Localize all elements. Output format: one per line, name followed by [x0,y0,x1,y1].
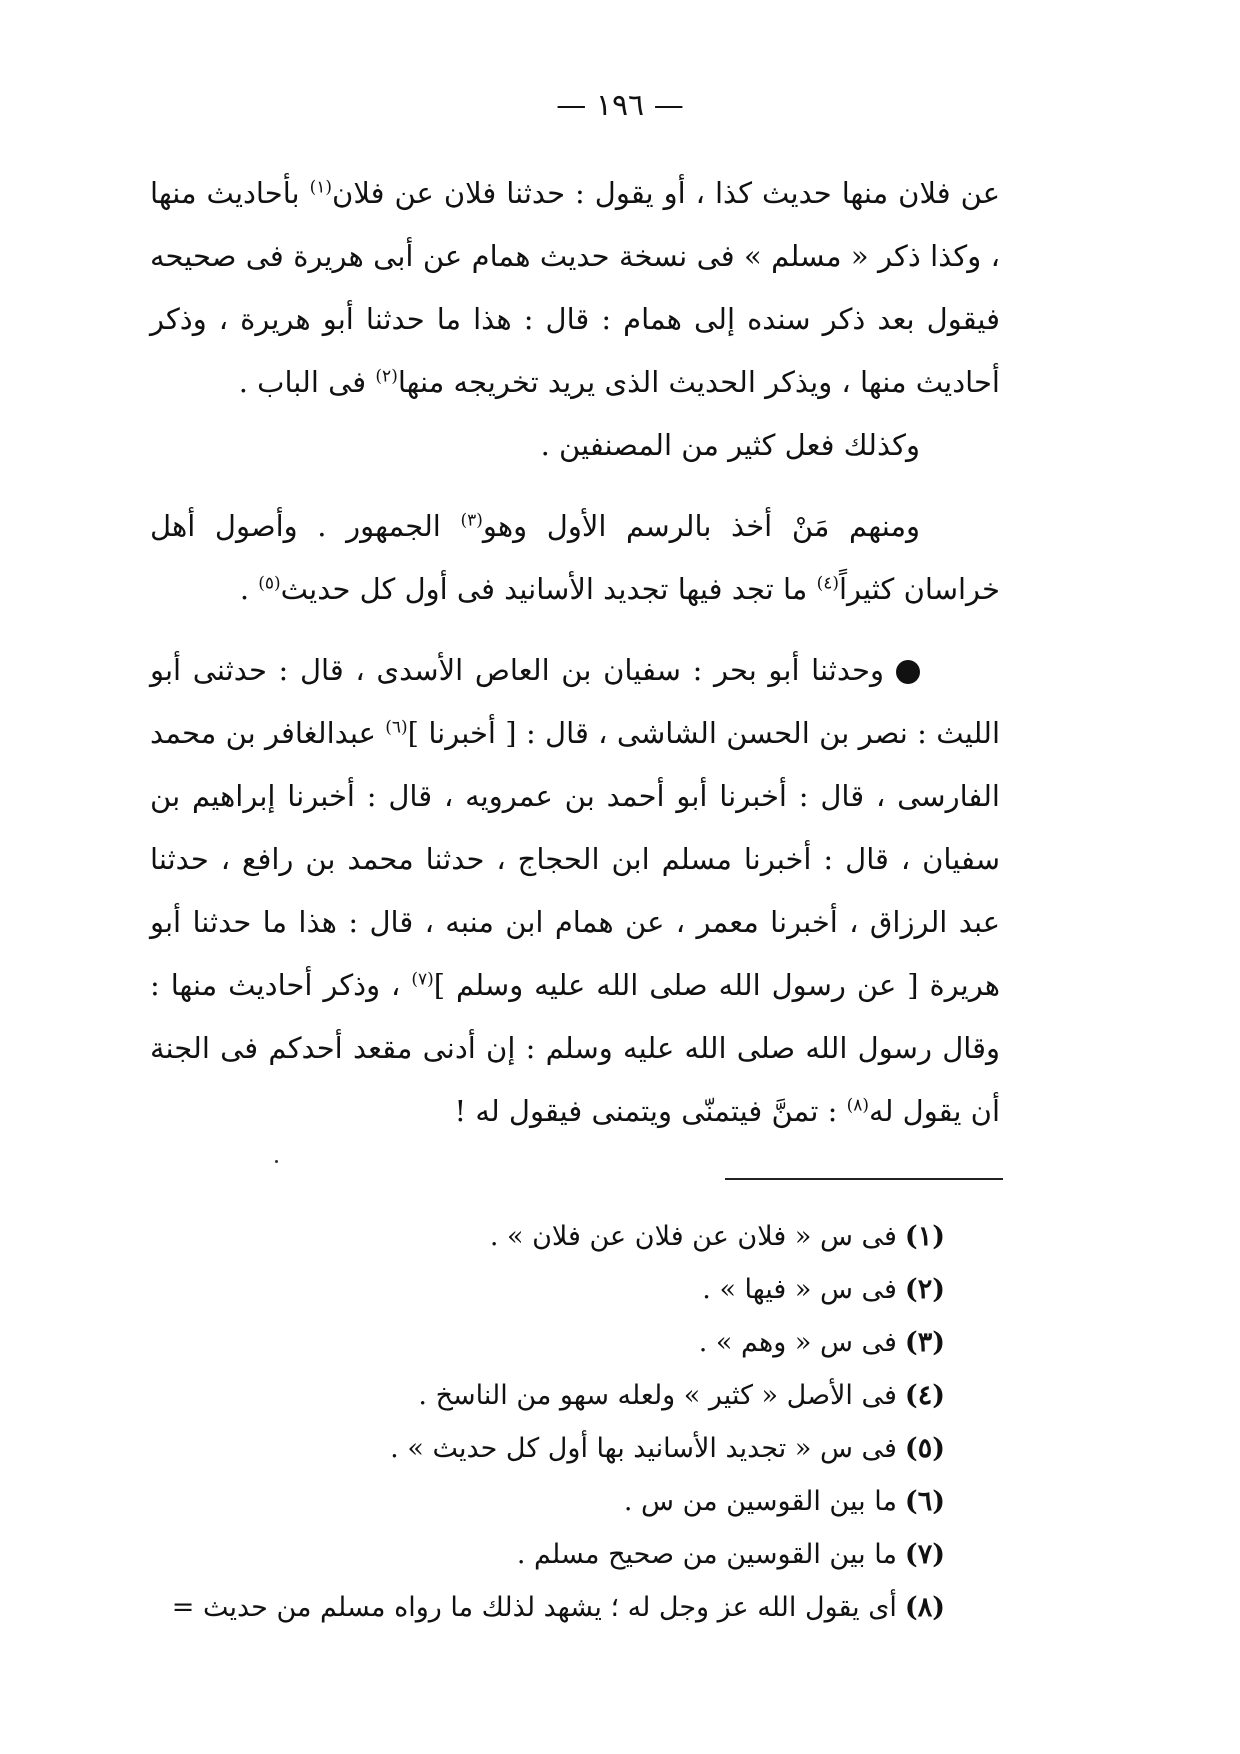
text-segment: . [239,572,259,606]
text-segment: ومنهم مَنْ أخذ بالرسم الأول وهو [482,509,921,543]
footnote-ref-1: (١) [309,177,333,198]
footnote-ref-7: (٧) [411,969,434,990]
text-segment: بأحاديث منها ، وكذا ذكر « مسلم » فى نسخة حديث همام عن أبى هريرة فى صحيحه فيقول بعد ذكر سنده إلى همام : قال : هذا ما حدثنا أبو هريرة ، وذكر أحاديث منها ، ويذكر الحديث الذى يريد تخريجه منها [150,176,1000,399]
footnotes-list [145,1210,945,1634]
footnote-item [145,1528,945,1581]
page-number: — ١٩٦ — [556,88,684,123]
footnote-ref-4: (٤) [816,573,839,594]
footnote-item [65,1581,945,1634]
footnote-number: (١) [904,1221,945,1252]
footnote-number: (٧) [904,1539,945,1570]
text-segment: ، وذكر أحاديث منها : وقال رسول الله صلى الله عليه وسلم : إن أدنى مقعد أحدكم فى الجنة أن يقول له [150,968,1000,1128]
text-segment: : تمنَّ فيتمنّى ويتمنى فيقول له ! [454,1094,847,1128]
text-segment: وحدثنا أبو بحر : سفيان بن العاص الأسدى ، قال : حدثنى أبو الليث : نصر بن الحسن الشاشى ، قال : [ أخبرنا ] [150,653,1000,750]
footnote-item [145,1210,945,1263]
footnote-ref-3: (٣) [460,510,483,531]
footnote-item [145,1369,945,1422]
footnote-text: فى س « تجديد الأسانيد بها أول كل حديث » . [390,1433,897,1464]
paragraph-3 [150,495,1000,621]
scan-speck [275,1160,278,1163]
footnote-text: فى س « فلان عن فلان عن فلان » . [489,1221,897,1252]
footnote-text: فى الأصل « كثير » ولعله سهو من الناسخ . [418,1380,897,1411]
text-segment: ما تجد فيها تجديد الأسانيد فى أول كل حديث [280,572,817,606]
footnote-text: ما بين القوسين من صحيح مسلم . [516,1539,897,1570]
main-text [150,162,1000,1143]
text-segment: الجمهور . وأصول أهل خراسان كثيراً [150,509,1000,606]
footnote-number: (٦) [904,1486,945,1517]
footnote-ref-2: (٢) [375,366,398,387]
text-segment: عن فلان منها حديث كذا ، أو يقول : حدثنا فلان عن فلان [332,176,1000,210]
footnote-text: فى س « فيها » . [702,1274,897,1305]
footnote-ref-5: (٥) [258,573,281,594]
paragraph-2: وكذلك فعل كثير من المصنفين . [540,428,920,462]
bullet-icon [896,660,920,684]
footnote-number: (٣) [904,1327,945,1358]
footnote-item [145,1422,945,1475]
footnote-text: فى س « وهم » . [698,1327,897,1358]
paragraph-1 [150,162,1000,414]
footnote-number: (٢) [904,1274,945,1305]
text-segment: فى الباب . [238,365,376,399]
footnote-text: أى يقول الله عز وجل له ؛ يشهد لذلك ما رواه مسلم من حديث = [171,1592,897,1623]
footnote-number: (٥) [904,1433,945,1464]
footnote-number: (٤) [904,1380,945,1411]
footnote-item [145,1475,945,1528]
text-segment: عبدالغافر بن محمد الفارسى ، قال : أخبرنا أبو أحمد بن عمرويه ، قال : أخبرنا إبراهيم بن سفيان ، قال : أخبرنا مسلم ابن الحجاج ، حدثنا محمد بن رافع ، حدثنا عبد الرزاق ، أخبرنا معمر ، عن همام ابن منبه ، قال : هذا ما حدثنا أبو هريرة [ عن رسول الله صلى الله عليه وسلم ] [150,716,1001,1002]
footnote-text: ما بين القوسين من س . [623,1486,897,1517]
footnote-ref-8: (٨) [846,1095,870,1116]
footnote-ref-6: (٦) [385,717,408,738]
paragraph-4 [150,639,1000,1143]
footnote-separator [725,1178,1003,1180]
footnote-item [145,1316,945,1369]
footnote-number: (٨) [904,1592,945,1623]
footnote-item [145,1263,945,1316]
